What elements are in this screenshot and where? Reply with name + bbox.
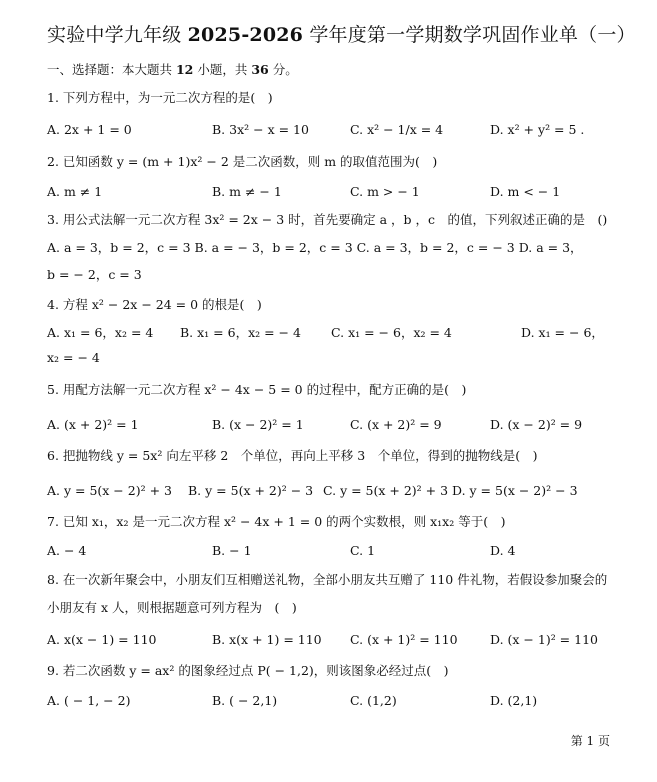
q4-option-b[interactable]: B. x₁ = 6，x₂ = − 4 [180,325,301,340]
question-4-options-wrap[interactable]: x₂ = − 4 [47,350,100,365]
q2-option-b[interactable]: B. m ≠ − 1 [212,184,282,199]
question-2-stem: 2. 已知函数 y = (m + 1)x² − 2 是二次函数，则 m 的取值范围为( ) [47,154,438,169]
section-heading [47,60,633,80]
q7-option-b[interactable]: B. − 1 [212,543,252,558]
question-5-stem: 5. 用配方法解一元二次方程 x² − 4x − 5 = 0 的过程中，配方正确的是( ) [47,382,467,397]
section-prefix: 一、选择题：本大题共 [47,62,176,77]
q2-option-d[interactable]: D. m < − 1 [490,184,561,199]
q2-option-a[interactable]: A. m ≠ 1 [47,184,103,199]
section-mid: 小题，共 [193,62,252,77]
section-suffix: 分。 [268,62,298,77]
q6-option-a[interactable]: A. y = 5(x − 2)² + 3 [47,483,172,498]
q8-option-c[interactable]: C. (x + 1)² = 110 [350,632,458,647]
title-part-rest: 学年度第一学期数学巩固作业单（一） [303,24,636,46]
q9-option-c[interactable]: C. (1,2) [350,693,397,708]
page-title [47,22,636,48]
question-4-options [47,322,633,344]
q6-option-d[interactable]: D. y = 5(x − 2)² − 3 [452,483,578,498]
q9-option-a[interactable]: A. ( − 1, − 2) [47,693,131,708]
q5-option-a[interactable]: A. (x + 2)² = 1 [47,417,139,432]
q2-option-c[interactable]: C. m > − 1 [350,184,420,199]
q4-option-c[interactable]: C. x₁ = − 6，x₂ = 4 [331,325,452,340]
question-9-options [47,690,633,712]
title-part-school: 实验中学九年级 [47,24,188,46]
question-6-options [47,480,633,502]
q5-option-b[interactable]: B. (x − 2)² = 1 [212,417,304,432]
q1-option-b[interactable]: B. 3x² − x = 10 [212,122,309,137]
question-4-stem: 4. 方程 x² − 2x − 24 = 0 的根是( ) [47,297,262,312]
question-2-options [47,181,633,203]
q1-option-c[interactable]: C. x² − 1/x = 4 [350,122,444,137]
title-part-year: 2025-2026 [187,24,304,46]
question-7-stem: 7. 已知 x₁，x₂ 是一元二次方程 x² − 4x + 1 = 0 的两个实数根，则 x₁x₂ 等于( ) [47,514,506,529]
q5-option-d[interactable]: D. (x − 2)² = 9 [490,417,583,432]
q1-option-a[interactable]: A. 2x + 1 = 0 [47,122,132,137]
q5-option-c[interactable]: C. (x + 2)² = 9 [350,417,442,432]
q8-option-a[interactable]: A. x(x − 1) = 110 [47,632,157,647]
q7-option-a[interactable]: A. − 4 [47,543,87,558]
question-8-stem-line-1: 8. 在一次新年聚会中，小朋友们互相赠送礼物，全部小朋友共互赠了 110 件礼物，若假设参加聚会的 [47,572,608,587]
q6-option-b[interactable]: B. y = 5(x + 2)² − 3 [188,483,314,498]
question-8-options [47,629,633,651]
q9-option-d[interactable]: D. (2,1) [490,693,538,708]
question-3-stem: 3. 用公式法解一元二次方程 3x² = 2x − 3 时，首先要确定 a ，b ，c 的值，下列叙述正确的是 () [47,212,608,227]
page-number: 第 1 页 [570,734,610,748]
q7-option-c[interactable]: C. 1 [350,543,376,558]
q7-option-d[interactable]: D. 4 [490,543,516,558]
question-5-options [47,414,633,436]
q4-option-a[interactable]: A. x₁ = 6，x₂ = 4 [47,325,154,340]
question-1-options [47,119,633,141]
question-3-options[interactable]: A. a = 3，b = 2，c = 3 B. a = − 3，b = 2，c = 3 C. a = 3，b = 2，c = − 3 D. a = 3， [47,240,583,255]
question-7-options [47,540,633,562]
question-count: 12 [175,62,194,77]
q9-option-b[interactable]: B. ( − 2,1) [212,693,278,708]
question-1-stem: 1. 下列方程中，为一元二次方程的是( ) [47,90,273,105]
question-8-stem-line-2: 小朋友有 x 人，则根据题意可列方程为 ( ) [47,600,297,615]
points-total: 36 [251,62,269,77]
q8-option-b[interactable]: B. x(x + 1) = 110 [212,632,322,647]
q1-option-d[interactable]: D. x² + y² = 5 . [490,122,585,137]
q4-option-d[interactable]: D. x₁ = − 6， [521,325,604,340]
question-9-stem: 9. 若二次函数 y = ax² 的图象经过点 P( − 1,2)，则该图象必经过点( ) [47,663,449,678]
question-6-stem: 6. 把抛物线 y = 5x² 向左平移 2 个单位，再向上平移 3 个单位，得到的抛物线是( ) [47,448,538,463]
question-3-options-wrap[interactable]: b = − 2，c = 3 [47,267,142,282]
q6-option-c[interactable]: C. y = 5(x + 2)² + 3 [323,483,449,498]
q8-option-d[interactable]: D. (x − 1)² = 110 [490,632,598,647]
